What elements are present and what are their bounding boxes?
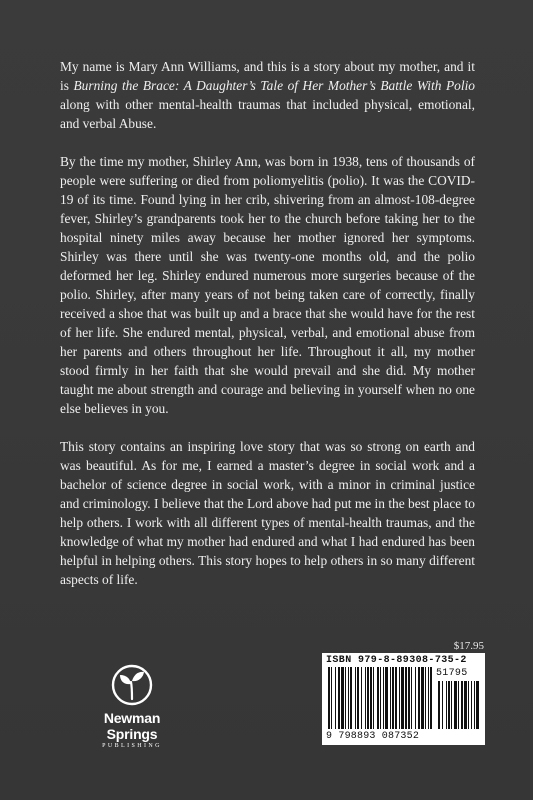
blurb-paragraph-1 bbox=[60, 57, 475, 133]
barcode-bar bbox=[385, 667, 388, 729]
barcode-bar bbox=[341, 667, 344, 729]
addon-bar bbox=[451, 681, 452, 729]
barcode-bar bbox=[428, 667, 429, 729]
blurb-p1-end: along with other mental-health traumas that included physical, emotional, and verbal Abuse. bbox=[60, 97, 475, 131]
barcode-bar bbox=[338, 667, 340, 729]
barcode-bar bbox=[408, 667, 410, 729]
addon-bar bbox=[442, 681, 443, 729]
addon-bar bbox=[438, 681, 440, 729]
barcode-bar bbox=[392, 667, 394, 729]
barcode-bar bbox=[377, 667, 379, 729]
barcode-bar bbox=[370, 667, 372, 729]
barcode-bar bbox=[421, 667, 424, 729]
barcode-bar bbox=[348, 667, 349, 729]
addon-bar bbox=[446, 681, 447, 729]
barcode-bar bbox=[380, 667, 381, 729]
barcode-bar bbox=[328, 667, 330, 729]
ean-number: 9 798893 087352 bbox=[326, 731, 420, 742]
isbn-label: ISBN 979-8-89308-735-2 bbox=[326, 655, 467, 666]
barcode-bar bbox=[405, 667, 407, 729]
barcode-bar bbox=[390, 667, 391, 729]
addon-bar bbox=[454, 681, 457, 729]
barcode-bar bbox=[331, 667, 332, 729]
barcode-bar bbox=[367, 667, 369, 729]
blurb-text bbox=[60, 57, 475, 589]
addon-bar bbox=[468, 681, 469, 729]
addon-bar bbox=[474, 681, 475, 729]
publisher-logo bbox=[82, 663, 182, 748]
blurb-paragraph-3: This story contains an inspiring love story that was so strong on earth and was beautiful. As for me, I earned a master’s degree in social work and a bachelor of science degree in social work, with a minor in criminal justice and criminology. I believe that the Lord above had put me in the best place to help others. I work with all different types of mental-health traumas, and the knowledge of what my mother had endured and what I had endured has been helpful in helping others. This story hopes to help others in so many different aspects of life. bbox=[60, 439, 475, 587]
barcode-bar bbox=[395, 667, 397, 729]
barcode-bar bbox=[415, 667, 416, 729]
blurb-paragraph-2: By the time my mother, Shirley Ann, was born in 1938, tens of thousands of people were suffering or died from poliomyelitis (polio). It was the COVID-19 of its time. Found lying in her crib, shivering from an almost-108-degree fever, Shirley’s grandparents took her to the church before taking her to the hospital ninety miles away because her mother ignored her symptoms. Shirley was there until she was twenty-one months old, and the polio deformed her leg. Shirley endured numerous more surgeries because of the polio. Shirley, after many years of not being taken care of correctly, finally received a shoe that was built up and a brace that she would have for the rest of her life. She endured mental, physical, verbal, and emotional abuse from her parents and others throughout her life. Throughout it all, my mother stood firmly in her faith that she would prevail and she did. My mother taught me about strength and courage and believing in yourself when no one else believes in you. bbox=[60, 154, 475, 416]
barcode-bar bbox=[355, 667, 356, 729]
addon-bar bbox=[464, 681, 467, 729]
sprout-in-circle-icon bbox=[110, 663, 154, 707]
barcode-bar bbox=[361, 667, 362, 729]
addon-bar bbox=[461, 681, 463, 729]
barcode-bar bbox=[350, 667, 352, 729]
addon-bar bbox=[458, 681, 459, 729]
barcode-bar bbox=[401, 667, 404, 729]
barcode-bar bbox=[373, 667, 374, 729]
barcode-bar bbox=[357, 667, 359, 729]
publisher-name: Newman Springs bbox=[103, 710, 161, 742]
book-title: Burning the Brace: A Daughter’s Tale of Her Mother’s Battle With Polio bbox=[73, 78, 475, 93]
price-label: $17.95 bbox=[453, 640, 484, 652]
barcode-bar bbox=[335, 667, 336, 729]
addon-bar bbox=[476, 681, 479, 729]
barcode-bar bbox=[345, 667, 346, 729]
publisher-subtitle: PUBLISHING bbox=[102, 743, 162, 749]
addon-bar bbox=[448, 681, 450, 729]
blurb-p1-intro: My name is Mary Ann Williams, and this is a story about my mother, and it is bbox=[60, 59, 475, 93]
barcode-bar bbox=[411, 667, 412, 729]
isbn-barcode bbox=[322, 653, 485, 745]
addon-bar bbox=[471, 681, 472, 729]
barcode-bar bbox=[425, 667, 426, 729]
barcode-addon-number: 51795 bbox=[436, 668, 468, 679]
barcode-bar bbox=[399, 667, 400, 729]
barcode-bar bbox=[383, 667, 384, 729]
barcode-bar bbox=[418, 667, 420, 729]
barcode-bar bbox=[430, 667, 432, 729]
barcode-bar bbox=[365, 667, 366, 729]
